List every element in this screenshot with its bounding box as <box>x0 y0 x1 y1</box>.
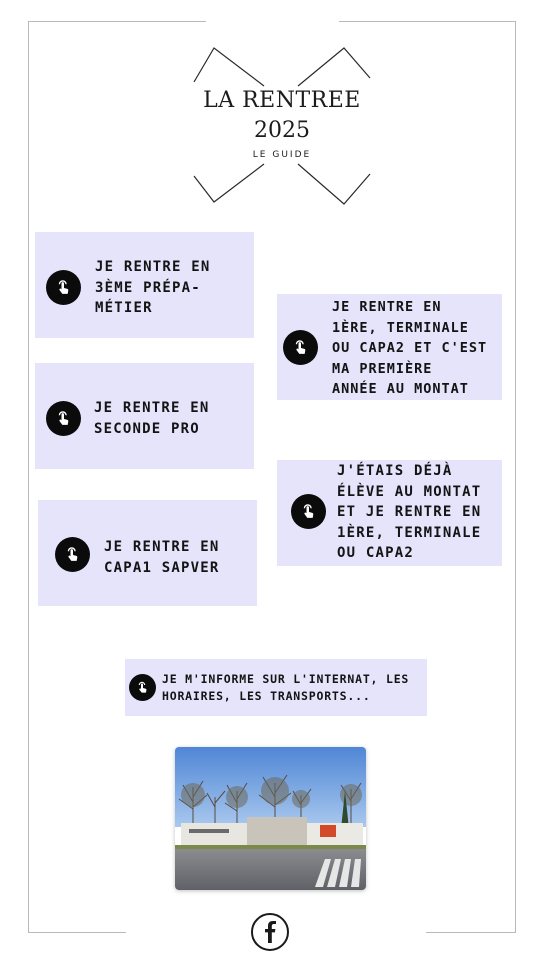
card-internat-info[interactable] <box>125 659 427 716</box>
card-label: JE RENTRE EN 1ÈRE, TERMINALE OU CAPA2 ET C'EST MA PREMIÈRE ANNÉE AU MONTAT <box>332 299 488 397</box>
card-label: JE RENTRE EN 3ÈME PRÉPA- MÉTIER <box>95 259 211 316</box>
frame-bottom-left <box>28 932 126 933</box>
tap-icon <box>55 537 90 572</box>
logo-subtitle: LE GUIDE <box>252 150 312 160</box>
card-label: JE M'INFORME SUR L'INTERNAT, LES HORAIRES, LES TRANSPORTS... <box>162 672 410 703</box>
card-label: J'ÉTAIS DÉJÀ ÉLÈVE AU MONTAT ET JE RENTRE EN 1ÈRE, TERMINALE OU CAPA2 <box>337 463 482 561</box>
card-deja-eleve-montat[interactable] <box>277 460 502 566</box>
frame-left <box>28 21 29 933</box>
tap-icon <box>46 401 81 436</box>
tap-icon <box>129 674 156 701</box>
facebook-icon[interactable] <box>251 913 289 951</box>
card-capa1-sapver[interactable] <box>38 500 257 606</box>
school-building-photo <box>175 747 366 890</box>
card-label: JE RENTRE EN SECONDE PRO <box>94 400 210 437</box>
frame-top-left <box>28 21 206 22</box>
card-3eme-prepa-metier[interactable] <box>35 232 254 338</box>
tap-icon <box>46 270 81 305</box>
frame-right <box>515 21 516 933</box>
frame-top-right <box>339 21 516 22</box>
tap-icon <box>283 330 318 365</box>
card-label: JE RENTRE EN CAPA1 SAPVER <box>104 539 220 576</box>
logo-title-line1: LA RENTREE <box>203 88 361 113</box>
tap-icon <box>291 494 326 529</box>
rentree-logo <box>190 44 374 206</box>
logo-title-year: 2025 <box>254 118 310 143</box>
frame-bottom-right <box>426 932 516 933</box>
card-1ere-terminale-premiere-annee[interactable] <box>277 294 502 400</box>
card-seconde-pro[interactable] <box>35 363 254 469</box>
